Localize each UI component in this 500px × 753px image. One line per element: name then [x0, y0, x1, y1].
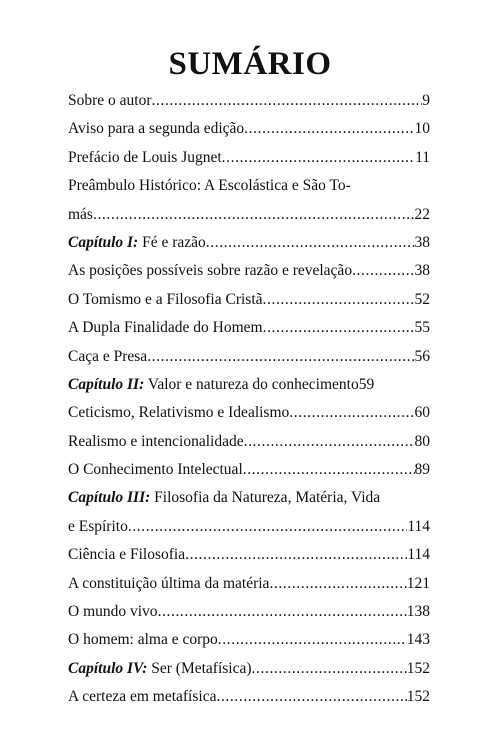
toc-entry-page: 52 — [414, 290, 430, 308]
toc-entry-title: O Tomismo e a Filosofia Cristã — [68, 290, 263, 308]
toc-entry-title: Aviso para a segunda edição — [68, 120, 245, 138]
dot-leader — [216, 683, 406, 711]
toc-entry — [68, 513, 430, 541]
toc-entry — [68, 570, 430, 598]
toc-entry — [68, 683, 430, 711]
toc-entry-title: A Dupla Finalidade do Homem — [68, 319, 263, 337]
dot-leader — [252, 655, 407, 683]
toc-entry-page: 138 — [406, 603, 430, 621]
toc-entry — [68, 626, 430, 654]
toc-entry-page: 38 — [414, 233, 430, 251]
dot-leader — [158, 598, 407, 626]
toc-entry-title: Caça e Presa — [68, 347, 148, 365]
toc-entry — [68, 286, 430, 314]
dot-leader — [269, 570, 406, 598]
toc-entry — [68, 598, 430, 626]
toc-entry-page: 152 — [406, 688, 430, 706]
toc-chapter-entry — [68, 229, 430, 257]
page-title: SUMÁRIO — [168, 46, 332, 82]
table-of-contents — [68, 87, 430, 712]
toc-entry-title: Prefácio de Louis Jugnet — [68, 148, 222, 166]
toc-entry — [68, 314, 430, 342]
chapter-label: Capítulo I: — [68, 233, 139, 251]
toc-entry-page: 114 — [407, 517, 430, 535]
toc-entry-title: Ciência e Filosofia — [68, 546, 186, 564]
toc-entry-title: más — [68, 205, 93, 223]
dot-leader — [218, 626, 407, 654]
toc-entry-page: 55 — [414, 319, 430, 337]
toc-entry — [68, 399, 430, 427]
dot-leader — [289, 399, 414, 427]
dot-leader — [244, 115, 414, 143]
toc-entry-title: Fé e razão — [142, 233, 206, 251]
dot-leader — [244, 428, 415, 456]
toc-chapter-entry — [68, 655, 430, 683]
toc-entry-title: O Conhecimento Intelectual — [68, 461, 243, 479]
toc-entry-page: 60 — [414, 404, 430, 422]
toc-entry-title: Sobre o autor — [68, 92, 152, 109]
dot-leader — [206, 229, 415, 257]
toc-entry — [68, 343, 430, 371]
toc-entry-title: A certeza em metafísica — [68, 688, 217, 706]
toc-entry-page: 10 — [414, 120, 430, 138]
toc-entry-title: O mundo vivo — [68, 603, 158, 621]
toc-entry-title: Ser (Metafísica) — [151, 659, 252, 677]
chapter-label: Capítulo IV: — [68, 659, 148, 677]
toc-entry-title-line1: Filosofia da Natureza, Matéria, Vida — [154, 489, 381, 507]
dot-leader — [152, 87, 423, 115]
toc-entry-title: A constituição última da matéria — [68, 574, 270, 592]
dot-leader — [263, 314, 415, 342]
toc-entry-page: 11 — [415, 148, 430, 166]
dot-leader — [263, 286, 415, 314]
toc-entry-page: 22 — [414, 205, 430, 223]
toc-entry-page: 80 — [414, 432, 430, 450]
toc-entry-page: 152 — [406, 659, 430, 677]
toc-entry — [68, 87, 430, 115]
toc-entry — [68, 144, 430, 172]
toc-entry — [68, 257, 430, 285]
toc-entry — [68, 115, 430, 143]
toc-entry-page: 89 — [414, 461, 430, 479]
toc-entry-title-line1: Preâmbulo Histórico: A Escolástica e São To- — [68, 177, 351, 195]
toc-entry-title: e Espírito — [68, 517, 128, 535]
toc-entry — [68, 201, 430, 229]
toc-entry-title: Ceticismo, Relativismo e Idealismo — [68, 404, 290, 422]
chapter-label: Capítulo III: — [68, 489, 151, 507]
toc-entry-page: 121 — [406, 574, 430, 592]
toc-entry-page: 38 — [414, 262, 430, 280]
dot-leader — [128, 513, 407, 541]
toc-entry — [68, 541, 430, 569]
toc-entry-title: O homem: alma e corpo — [68, 631, 218, 649]
toc-entry-page: 9 — [422, 92, 430, 109]
toc-entry-title: Valor e natureza do conhecimento — [147, 375, 359, 393]
toc-chapter-entry-first-line — [68, 484, 430, 512]
toc-entry-title: Realismo e intencionalidade — [68, 432, 244, 450]
toc-entry-first-line — [68, 172, 430, 200]
dot-leader — [185, 541, 407, 569]
toc-chapter-entry — [68, 371, 430, 399]
dot-leader — [222, 144, 415, 172]
toc-entry-page: 114 — [407, 546, 430, 564]
dot-leader — [93, 201, 415, 229]
toc-entry-page: 56 — [414, 347, 430, 365]
dot-leader — [243, 456, 415, 484]
toc-entry-page: 143 — [406, 631, 430, 649]
toc-entry — [68, 456, 430, 484]
toc-entry — [68, 428, 430, 456]
toc-entry-title: As posições possíveis sobre razão e revelação — [68, 262, 353, 280]
chapter-label: Capítulo II: — [68, 375, 145, 393]
toc-entry-page: 59 — [358, 375, 375, 393]
dot-leader — [147, 343, 414, 371]
dot-leader — [352, 257, 414, 285]
